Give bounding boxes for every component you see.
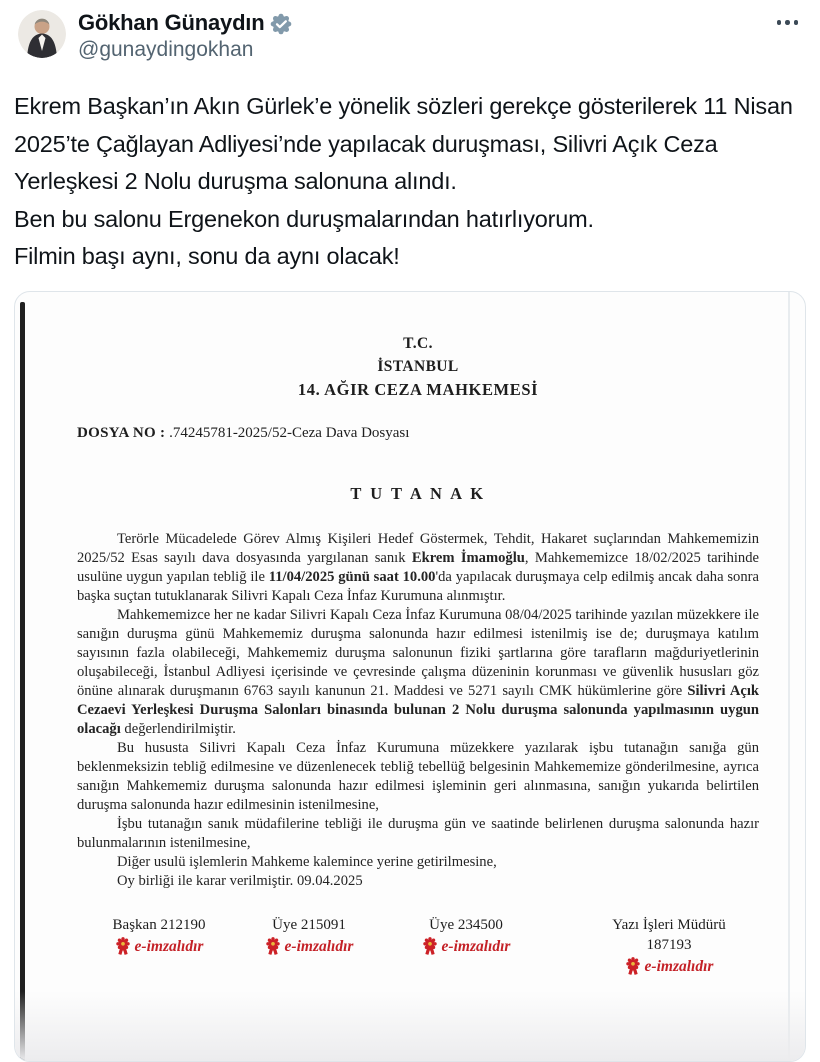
- e-signature-seal-icon: [422, 937, 438, 957]
- post-text-line: Ekrem Başkan’ın Akın Gürlek’e yönelik sözleri gerekçe gösterilerek 11 Nisan 2025’te Çağlayan Adliyesi’nde yapılacak duruşması, Silivri Açık Ceza Yerleşkesi 2 Nolu duruşma salonuna alındı.: [14, 93, 793, 194]
- document-paragraph: İşbu tutanağın sanık müdafilerine tebliği ile duruşma gün ve saatinde belirlenen duruşma salonunda hazır bulunmalarının istenilmesine,: [77, 815, 759, 851]
- dosya-no-value: .74245781-2025/52-Ceza Dava Dosyası: [165, 424, 410, 441]
- signature-block: [574, 915, 764, 977]
- author-info: [78, 8, 292, 62]
- court-document-header: [77, 332, 759, 401]
- document-body: [77, 530, 759, 891]
- e-signature-stamp: [391, 937, 541, 957]
- verified-badge-icon: [270, 13, 292, 35]
- dosya-no: [77, 425, 759, 442]
- e-signature-stamp: [234, 937, 384, 957]
- document-paragraph: Oy birliği ile karar verilmiştir. 09.04.2025: [117, 872, 363, 889]
- e-signature-label: e-imzalıdır: [644, 957, 714, 975]
- post-text-line: Ben bu salonu Ergenekon duruşmalarından hatırlıyorum.: [14, 205, 594, 232]
- e-signature-stamp: [84, 937, 234, 957]
- author-handle[interactable]: @gunaydingokhan: [78, 38, 254, 61]
- court-header-name: 14. AĞIR CEZA MAHKEMESİ: [297, 379, 539, 399]
- more-button[interactable]: [769, 8, 807, 33]
- signature-title: Yazı İşleri Müdürü: [612, 916, 726, 933]
- post-header: [14, 8, 806, 62]
- dosya-no-label: DOSYA NO :: [77, 424, 166, 441]
- signature-block: [84, 915, 234, 977]
- post-text-line: Filmin başı aynı, sonu da aynı olacak!: [14, 243, 400, 269]
- signature-title: Üye 215091: [272, 916, 346, 933]
- court-header-city: İSTANBUL: [377, 357, 459, 375]
- document-paragraph: Diğer usulü işlemlerin Mahkeme kalemince yerine getirilmesine,: [117, 853, 497, 870]
- scan-bottom-shade: [15, 991, 805, 1061]
- signature-block: [234, 915, 384, 977]
- signature-title: Üye 234500: [429, 916, 503, 933]
- signature-title: Başkan 212190: [112, 916, 206, 933]
- court-document: [15, 292, 805, 977]
- e-signature-label: e-imzalıdır: [441, 937, 511, 955]
- author-name[interactable]: Gökhan Günaydın: [78, 10, 265, 35]
- signature-row: [77, 915, 759, 977]
- e-signature-label: e-imzalıdır: [284, 937, 354, 955]
- more-icon: [777, 20, 799, 25]
- e-signature-label: e-imzalıdır: [134, 937, 204, 955]
- e-signature-seal-icon: [625, 957, 641, 977]
- e-signature-stamp: [574, 957, 764, 977]
- document-paragraph: Bu hususta Silivri Kapalı Ceza İnfaz Kurumuna müzekkere yazılarak işbu tutanağın sanığa gün beklenmeksizin tebliğ edilmesine ve düzenlenecek tebliğ tebellüğ belgesinin Mahkememize gönderilmesine, ayrıca sanığın Mahkememiz duruşma salonunda hazır edilmesi işleminin geri alınmasına, sanığın yukarıda belirtilen duruşma salonunda hazır edilmesinin istenilmesine,: [77, 739, 759, 813]
- signature-block: [391, 915, 541, 977]
- document-title: T U T A N A K: [350, 483, 486, 503]
- post-text: [14, 88, 806, 276]
- signature-number: 187193: [646, 936, 692, 953]
- avatar-photo: [18, 10, 66, 58]
- e-signature-seal-icon: [265, 937, 281, 957]
- document-paragraph: Mahkememizce her ne kadar Silivri Kapalı Ceza İnfaz Kurumuna 08/04/2025 tarihinde yazılan müzekkere ile sanığın duruşma günü Mahkememiz duruşma salonunda hazır edilmesi istenilmiş ise de; duruşmaya katılım sayısının fazla olabileceği, Mahkememiz duruşma salonunun fiziki şartlarına göre tarafların mağduriyetlerinin oluşabileceği, İstanbul Adliyesi içerisinde ve çevresinde çalışma düzeninin korunması ve güvenlik hususları göz önüne alınarak duruşmanın 6763 sayılı kanunun 21. Maddesi ve 5271 sayılı CMK hükümlerine göre Silivri Açık Cezaevi Yerleşkesi Duruşma Salonları binasında bulunan 2 Nolu duruşma salonunda yapılmasının uygun olacağı değerlendirilmiştir.: [77, 606, 760, 737]
- e-signature-seal-icon: [115, 937, 131, 957]
- court-header-tc: T.C.: [403, 334, 433, 352]
- document-paragraph: Terörle Mücadelede Görev Almış Kişileri Hedef Göstermek, Tehdit, Hakaret suçlarından Mahkememizin 2025/52 Esas sayılı dava dosyasında yargılanan sanık Ekrem İmamoğlu, Mahkememizce 18/02/2025 tarihinde usulüne uygun yapılan tebliğ ile 11/04/2025 günü saat 10.00'da yapılacak duruşmaya celp edilmiş ancak daha sonra başka suçtan tutuklanarak Silivri Kapalı Ceza İnfaz Kurumuna alınmıştır.: [77, 530, 760, 604]
- avatar[interactable]: [18, 10, 66, 58]
- document-image-card[interactable]: [14, 291, 806, 1062]
